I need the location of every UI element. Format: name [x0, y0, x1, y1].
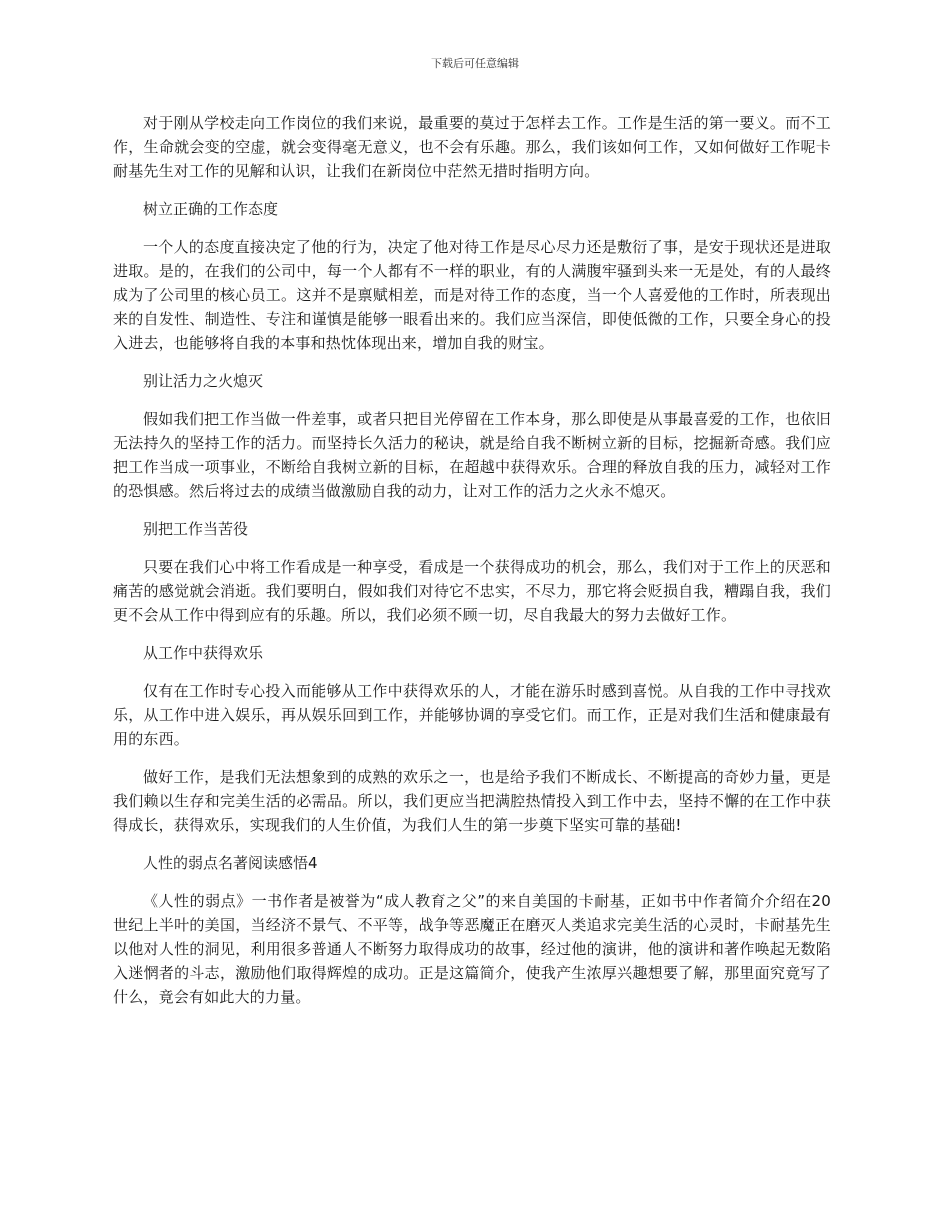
section-heading: 别把工作当苦役: [143, 520, 249, 538]
paragraph: 假如我们把工作当做一件差事，或者只把目光停留在工作本身，那么即使是从事最喜爱的工作，也依旧无法持久的坚持工作的活力。而坚持长久活力的秘诀，就是给自我不断树立新的目标，挖掘新奇感。我们应把工作当成一项事业，不断给自我树立新的目标，在超越中获得欢乐。合理的释放自我的压力，减轻对工作的恐惧感。然后将过去的成绩当做激励自我的动力，让对工作的活力之火永不熄灭。: [113, 410, 831, 500]
paragraph: 一个人的态度直接决定了他的行为，决定了他对待工作是尽心尽力还是敷衍了事，是安于现状还是进取进取。是的，在我们的公司中，每一个人都有不一样的职业，有的人满腹牢骚到头来一无是处，有的人最终成为了公司里的核心员工。这并不是禀赋相差，而是对待工作的态度，当一个人喜爱他的工作时，所表现出来的自发性、制造性、专注和谨慎是能够一眼看出来的。我们应当深信，即使低微的工作，只要全身心的投入进去，也能够将自我的本事和热忱体现出来，增加自我的财宝。: [113, 238, 831, 352]
paragraph: 做好工作，是我们无法想象到的成熟的欢乐之一，也是给予我们不断成长、不断提高的奇妙力量，更是我们赖以生存和完美生活的必需品。所以，我们更应当把满腔热情投入到工作中去，坚持不懈的在工作中获得成长，获得欢乐，实现我们的人生价值，为我们人生的第一步奠下坚实可靠的基础!: [113, 768, 831, 834]
paragraph: 对于刚从学校走向工作岗位的我们来说，最重要的莫过于怎样去工作。工作是生活的第一要义。而不工作，生命就会变的空虚，就会变得毫无意义，也不会有乐趣。那么，我们该如何工作，又如何做好工作呢卡耐基先生对工作的见解和认识，让我们在新岗位中茫然无措时指明方向。: [113, 114, 831, 180]
document-body: [113, 111, 831, 1023]
section-heading: 别让活力之火熄灭: [143, 372, 264, 390]
paragraph: 只要在我们心中将工作看成是一种享受，看成是一个获得成功的机会，那么，我们对于工作上的厌恶和痛苦的感觉就会消逝。我们要明白，假如我们对待它不忠实，不尽力，那它将会贬损自我，糟蹋自我，我们更不会从工作中得到应有的乐趣。所以，我们必须不顾一切，尽自我最大的努力去做好工作。: [113, 558, 831, 624]
section-heading: 从工作中获得欢乐: [143, 644, 264, 662]
section-heading: 树立正确的工作态度: [143, 200, 279, 218]
section-heading: 人性的弱点名著阅读感悟4: [143, 854, 318, 872]
paragraph: 《人性的弱点》一书作者是被誉为“成人教育之父”的来自美国的卡耐基，正如书中作者简介介绍在20世纪上半叶的美国，当经济不景气、不平等，战争等恶魔正在磨灭人类追求完美生活的心灵时，卡耐基先生以他对人性的洞见，利用很多普通人不断努力取得成功的故事，经过他的演讲，他的演讲和著作唤起无数陷入迷惘者的斗志，激励他们取得辉煌的成功。正是这篇简介，使我产生浓厚兴趣想要了解，那里面究竟写了什么，竟会有如此大的力量。: [113, 892, 831, 1006]
page-header: 下载后可任意编辑: [431, 57, 519, 70]
paragraph: 仅有在工作时专心投入而能够从工作中获得欢乐的人，才能在游乐时感到喜悦。从自我的工作中寻找欢乐，从工作中进入娱乐，再从娱乐回到工作，并能够协调的享受它们。而工作，正是对我们生活和健康最有用的东西。: [113, 682, 831, 748]
